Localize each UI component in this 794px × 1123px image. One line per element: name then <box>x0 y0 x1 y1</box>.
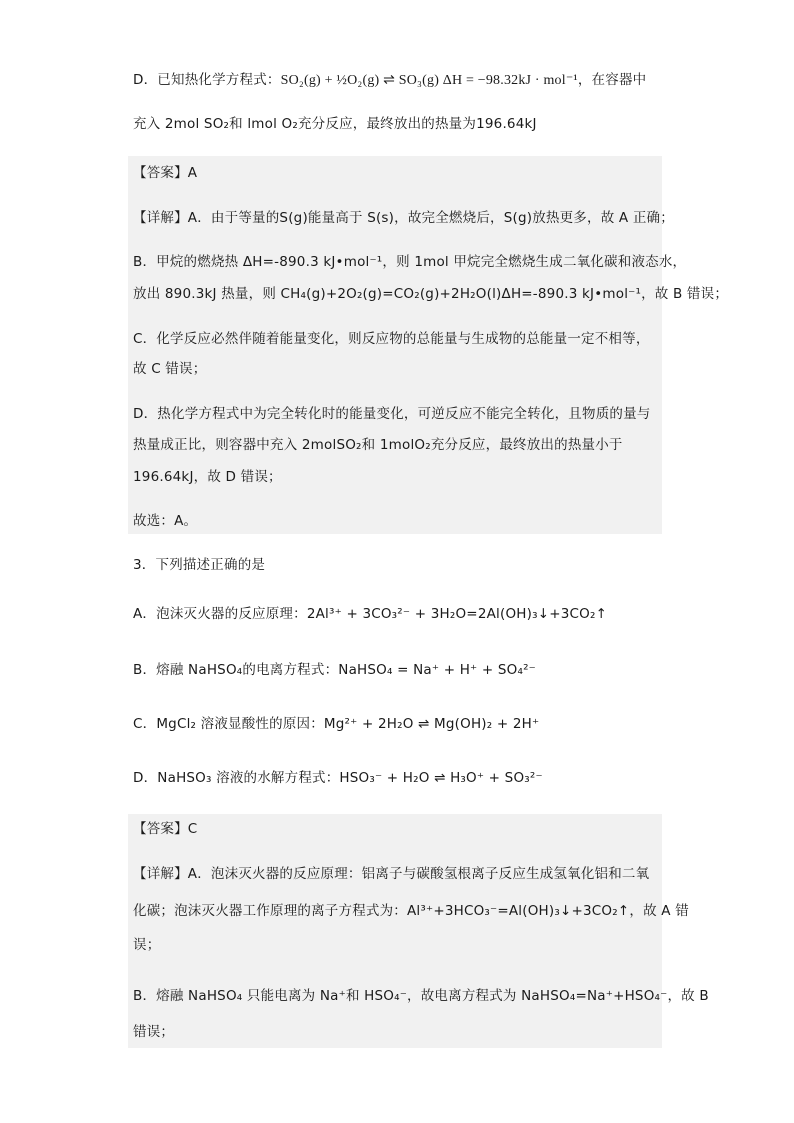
q2-choose: 故选：A。 <box>133 513 198 529</box>
q3-explain-b-1: B．熔融 NaHSO₄ 只能电离为 Na⁺和 HSO₄⁻，故电离方程式为 NaHSO₄=Na⁺+HSO₄⁻，故 B <box>133 988 709 1004</box>
q2-explain-c-2: 故 C 错误； <box>133 361 207 377</box>
q2-explain-a: 【详解】A．由于等量的S(g)能量高于 S(s)，故完全燃烧后，S(g)放热更多，故 A 正确； <box>133 210 674 226</box>
q2-explain-c-1: C．化学反应必然伴随着能量变化，则反应物的总能量与生成物的总能量一定不相等， <box>133 331 650 347</box>
q3-stem: 3．下列描述正确的是 <box>133 557 266 573</box>
q3-option-c: C．MgCl₂ 溶液显酸性的原因：Mg²⁺ + 2H₂O ⇌ Mg(OH)₂ + 2H⁺ <box>133 716 540 732</box>
q2-explain-b-1: B．甲烷的燃烧热 ΔH=-890.3 kJ•mol⁻¹，则 1mol 甲烷完全燃烧生成二氧化碳和液态水， <box>133 254 687 270</box>
q3-answer: 【答案】C <box>133 821 198 837</box>
q3-explain-a-3: 误； <box>133 937 161 953</box>
thermo-equation: SO₂(g) + ½O₂(g) ⇌ SO₃(g) ΔH = −98.32kJ · mol⁻¹ <box>280 73 578 88</box>
answer-block-q3 <box>128 814 662 1048</box>
q2-explain-d-2: 热量成正比，则容器中充入 2molSO₂和 1molO₂充分反应，最终放出的热量小于 <box>133 437 623 453</box>
q3-explain-a-1: 【详解】A．泡沫灭火器的反应原理：铝离子与碳酸氢根离子反应生成氢氧化铝和二氧 <box>133 866 650 882</box>
q3-explain-a-2: 化碳；泡沫灭火器工作原理的离子方程式为：Al³⁺+3HCO₃⁻=Al(OH)₃↓+3CO₂↑，故 A 错 <box>133 903 689 919</box>
q3-option-d: D．NaHSO₃ 溶液的水解方程式：HSO₃⁻ + H₂O ⇌ H₃O⁺ + SO₃²⁻ <box>133 770 543 786</box>
q2-explain-d-3: 196.64kJ，故 D 错误； <box>133 469 282 485</box>
q2-option-d: D．已知热化学方程式：SO₂(g) + ½O₂(g) ⇌ SO₃(g) ΔH = −98.32kJ · mol⁻¹，在容器中 <box>133 72 647 88</box>
q2-option-d-line2: 充入 2mol SO₂和 lmol O₂充分反应，最终放出的热量为196.64kJ <box>133 116 537 132</box>
q2-answer: 【答案】A <box>133 165 198 181</box>
q3-explain-b-2: 错误； <box>133 1024 175 1040</box>
q3-option-a: A．泡沫灭火器的反应原理：2Al³⁺ + 3CO₃²⁻ + 3H₂O=2Al(OH)₃↓+3CO₂↑ <box>133 606 608 622</box>
q2-explain-d-1: D．热化学方程式中为完全转化时的能量变化，可逆反应不能完全转化，且物质的量与 <box>133 406 651 422</box>
q2-explain-b-2: 放出 890.3kJ 热量，则 CH₄(g)+2O₂(g)=CO₂(g)+2H₂O(l)ΔH=-890.3 kJ•mol⁻¹，故 B 错误； <box>133 286 729 302</box>
q3-option-b: B．熔融 NaHSO₄的电离方程式：NaHSO₄ = Na⁺ + H⁺ + SO₄²⁻ <box>133 662 537 678</box>
